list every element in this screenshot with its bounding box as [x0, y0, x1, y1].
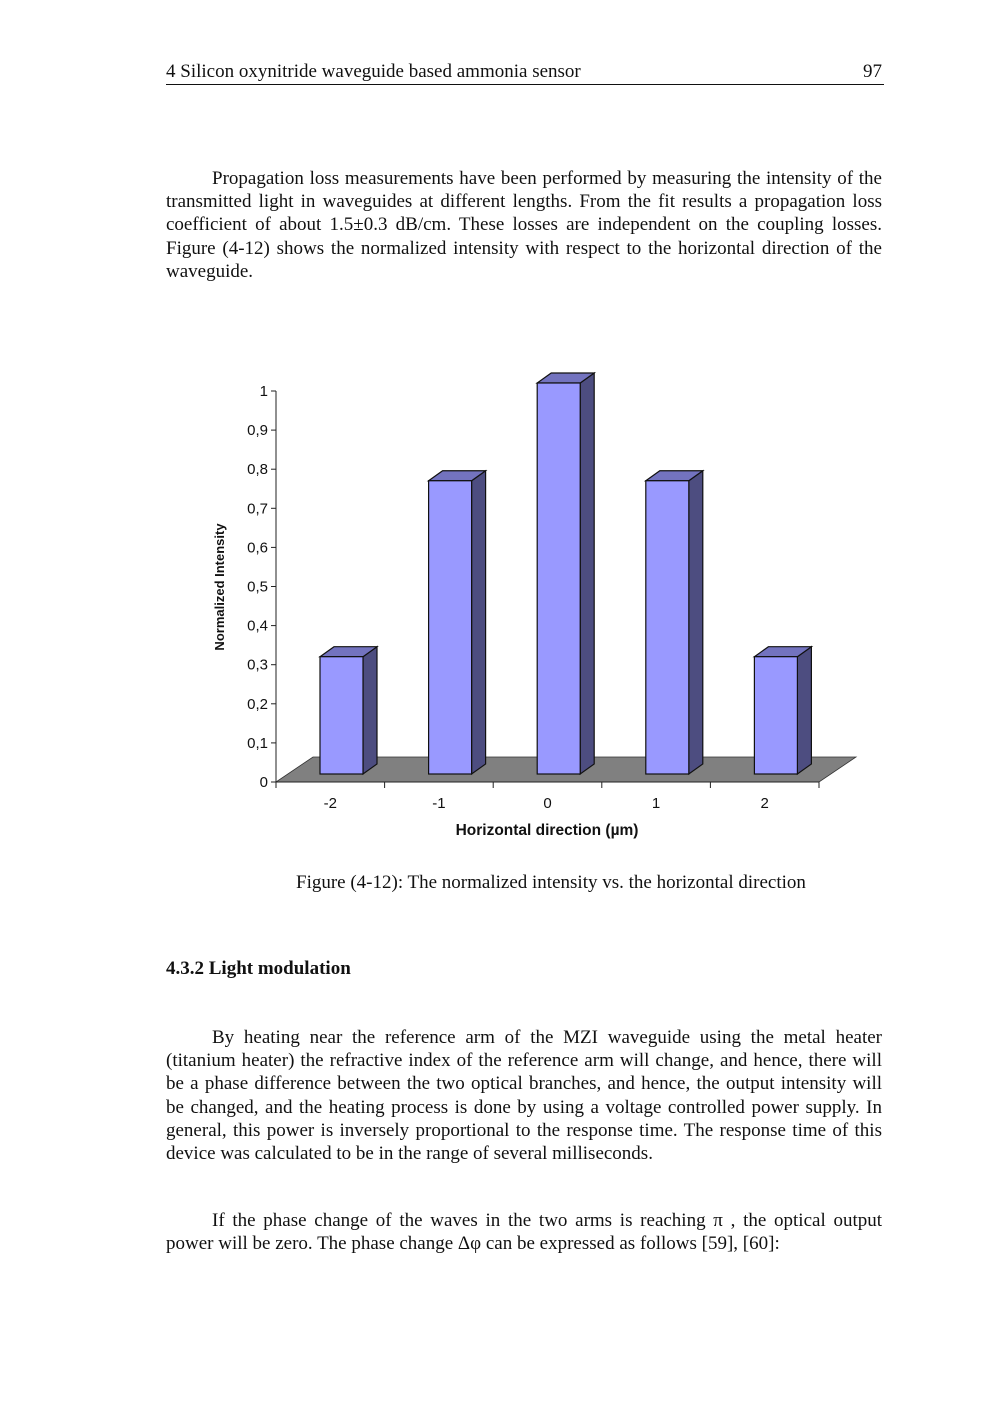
paragraph-propagation-loss: Propagation loss measurements have been performed by measuring the intensity of the transmitted light in waveguides at different lengths. From the fit results a propagation loss coefficient of about 1.5±0.3 dB/cm. These losses are independent on the coupling losses. Figure (4-12) shows the normalized intensity with respect to the horizontal direction of the waveguide. [166, 168, 882, 282]
y-tick-label: 0,8 [247, 461, 268, 479]
bar-side [797, 647, 811, 774]
bar [429, 481, 472, 774]
figure-caption: Figure (4-12): The normalized intensity vs. the horizontal direction [296, 872, 806, 893]
y-tick-label: 0,4 [247, 617, 268, 635]
y-tick-label: 0,9 [247, 422, 268, 440]
bar [646, 481, 689, 774]
y-tick-label: 0,2 [247, 695, 268, 713]
x-axis-title: Horizontal direction (µm) [455, 822, 639, 839]
intensity-bar-chart [200, 360, 880, 850]
x-tick-label: 1 [651, 795, 661, 812]
x-tick-label: -2 [323, 795, 337, 812]
bar-side [580, 373, 594, 774]
y-tick-label: 0,5 [247, 578, 268, 596]
y-tick-label: 1 [259, 383, 268, 400]
y-axis-title: Normalized Intensity [212, 523, 227, 651]
x-tick-label: 0 [543, 795, 552, 812]
y-tick-label: 0,6 [247, 539, 268, 557]
page-header [166, 60, 884, 85]
bar [320, 657, 363, 774]
page-number: 97 [863, 61, 882, 82]
y-tick-label: 0,7 [247, 500, 268, 518]
y-tick-label: 0,1 [247, 734, 268, 752]
y-tick-label: 0 [259, 774, 268, 791]
bar-side [363, 647, 377, 774]
section-heading: 4.3.2 Light modulation [166, 958, 351, 979]
paragraph-phase-change: If the phase change of the waves in the two arms is reaching π , the optical output power will be zero. The phase change Δφ can be expressed as follows [59], [60]: [166, 1210, 882, 1255]
running-title: 4 Silicon oxynitride waveguide based ammonia sensor [166, 61, 581, 82]
bar-side [689, 471, 703, 774]
x-tick-label: -1 [432, 795, 446, 812]
bar-side [472, 471, 486, 774]
bar [754, 657, 797, 774]
bar [537, 383, 580, 774]
y-tick-label: 0,3 [247, 656, 268, 674]
paragraph-heating: By heating near the reference arm of the MZI waveguide using the metal heater (titanium heater) the refractive index of the reference arm will change, and hence, there will be a phase difference between the two optical branches, and hence, the output intensity will be changed, and the heating process is done by using a voltage controlled power supply. In general, this power is inversely proportional to the response time. The response time of this device was calculated to be in the range of several milliseconds. [166, 1027, 882, 1165]
x-tick-label: 2 [760, 795, 769, 812]
